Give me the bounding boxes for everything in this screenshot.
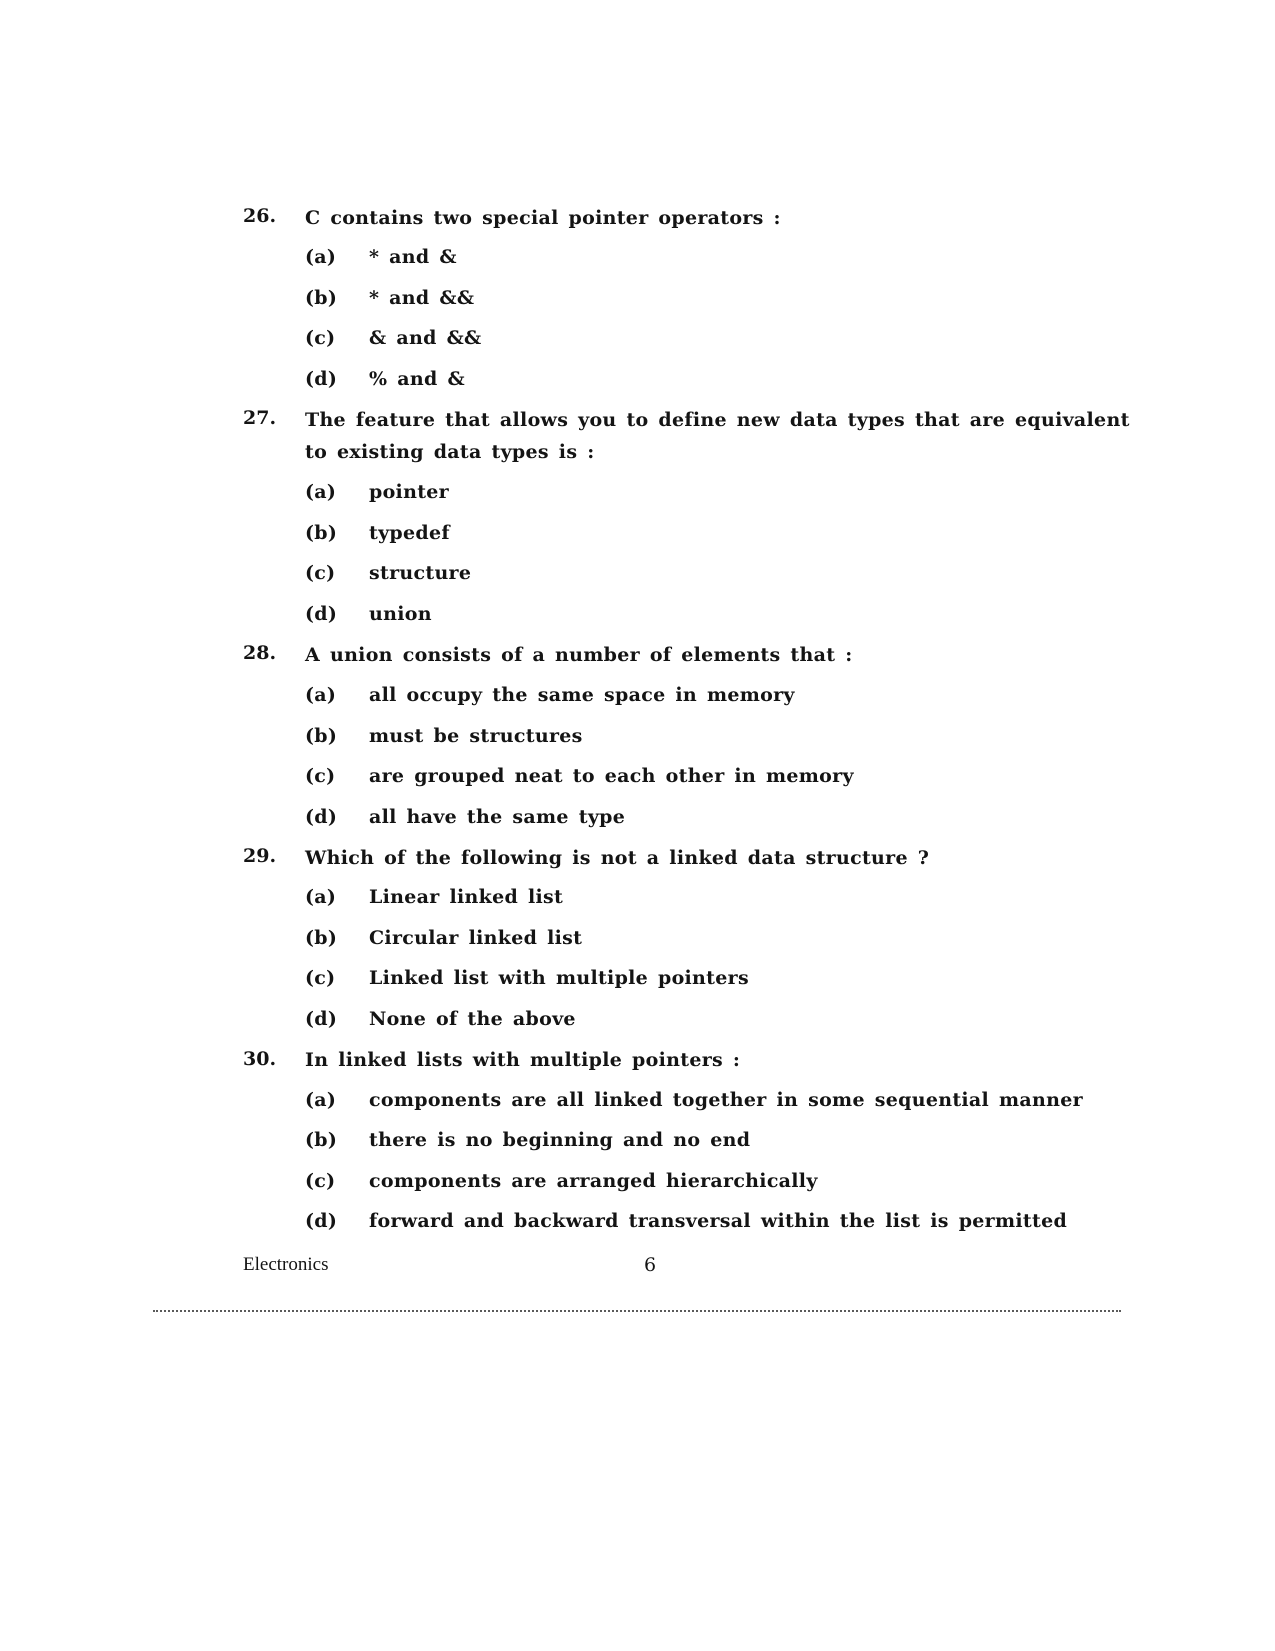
option-label: (b) xyxy=(305,287,338,309)
option-text: components are arranged hierarchically xyxy=(369,1170,818,1192)
option-label: (c) xyxy=(305,967,336,989)
question-text: Which of the following is not a linked data structure ? xyxy=(305,847,930,869)
option-label: (b) xyxy=(305,522,338,544)
page-number: 6 xyxy=(644,1254,657,1276)
option-text: all have the same type xyxy=(369,806,626,828)
option-text: None of the above xyxy=(369,1008,576,1030)
option-label: (a) xyxy=(305,886,337,908)
option-label: (c) xyxy=(305,327,336,349)
option-text: are grouped neat to each other in memory xyxy=(369,765,854,787)
option-label: (d) xyxy=(305,603,338,625)
option-text: Linked list with multiple pointers xyxy=(369,967,749,989)
option-label: (d) xyxy=(305,1210,338,1232)
question-text-line-1: The feature that allows you to define new data types that are equivalent xyxy=(305,409,1130,431)
option-text: typedef xyxy=(369,522,450,544)
question-text: A union consists of a number of elements that : xyxy=(305,644,853,666)
option-label: (a) xyxy=(305,246,337,268)
option-label: (b) xyxy=(305,725,338,747)
option-label: (b) xyxy=(305,1129,338,1151)
option-text: forward and backward transversal within the list is permitted xyxy=(369,1210,1068,1232)
option-label: (a) xyxy=(305,1089,337,1111)
question-text: In linked lists with multiple pointers : xyxy=(305,1049,741,1071)
option-label: (a) xyxy=(305,684,337,706)
option-label: (c) xyxy=(305,562,336,584)
option-label: (d) xyxy=(305,368,338,390)
option-text: there is no beginning and no end xyxy=(369,1129,751,1151)
option-text: structure xyxy=(369,562,472,584)
option-text: must be structures xyxy=(369,725,583,747)
option-label: (d) xyxy=(305,806,338,828)
question-number: 27. xyxy=(243,407,277,429)
page-divider xyxy=(153,1310,1121,1312)
option-text: components are all linked together in some sequential manner xyxy=(369,1089,1083,1111)
option-label: (c) xyxy=(305,765,336,787)
option-text: & and && xyxy=(369,327,482,349)
option-text: Linear linked list xyxy=(369,886,564,908)
option-text: union xyxy=(369,603,432,625)
option-label: (c) xyxy=(305,1170,336,1192)
option-text: % and & xyxy=(369,368,465,390)
option-text: * and && xyxy=(369,287,475,309)
question-number: 28. xyxy=(243,642,277,664)
question-number: 29. xyxy=(243,845,277,867)
question-text: C contains two special pointer operators : xyxy=(305,207,781,229)
question-text-line-2: to existing data types is : xyxy=(305,441,595,463)
footer-subject: Electronics xyxy=(243,1254,329,1275)
question-number: 26. xyxy=(243,205,277,227)
option-text: * and & xyxy=(369,246,457,268)
option-text: pointer xyxy=(369,481,449,503)
option-label: (b) xyxy=(305,927,338,949)
option-label: (d) xyxy=(305,1008,338,1030)
question-number: 30. xyxy=(243,1048,277,1070)
option-text: all occupy the same space in memory xyxy=(369,684,795,706)
option-text: Circular linked list xyxy=(369,927,583,949)
option-label: (a) xyxy=(305,481,337,503)
